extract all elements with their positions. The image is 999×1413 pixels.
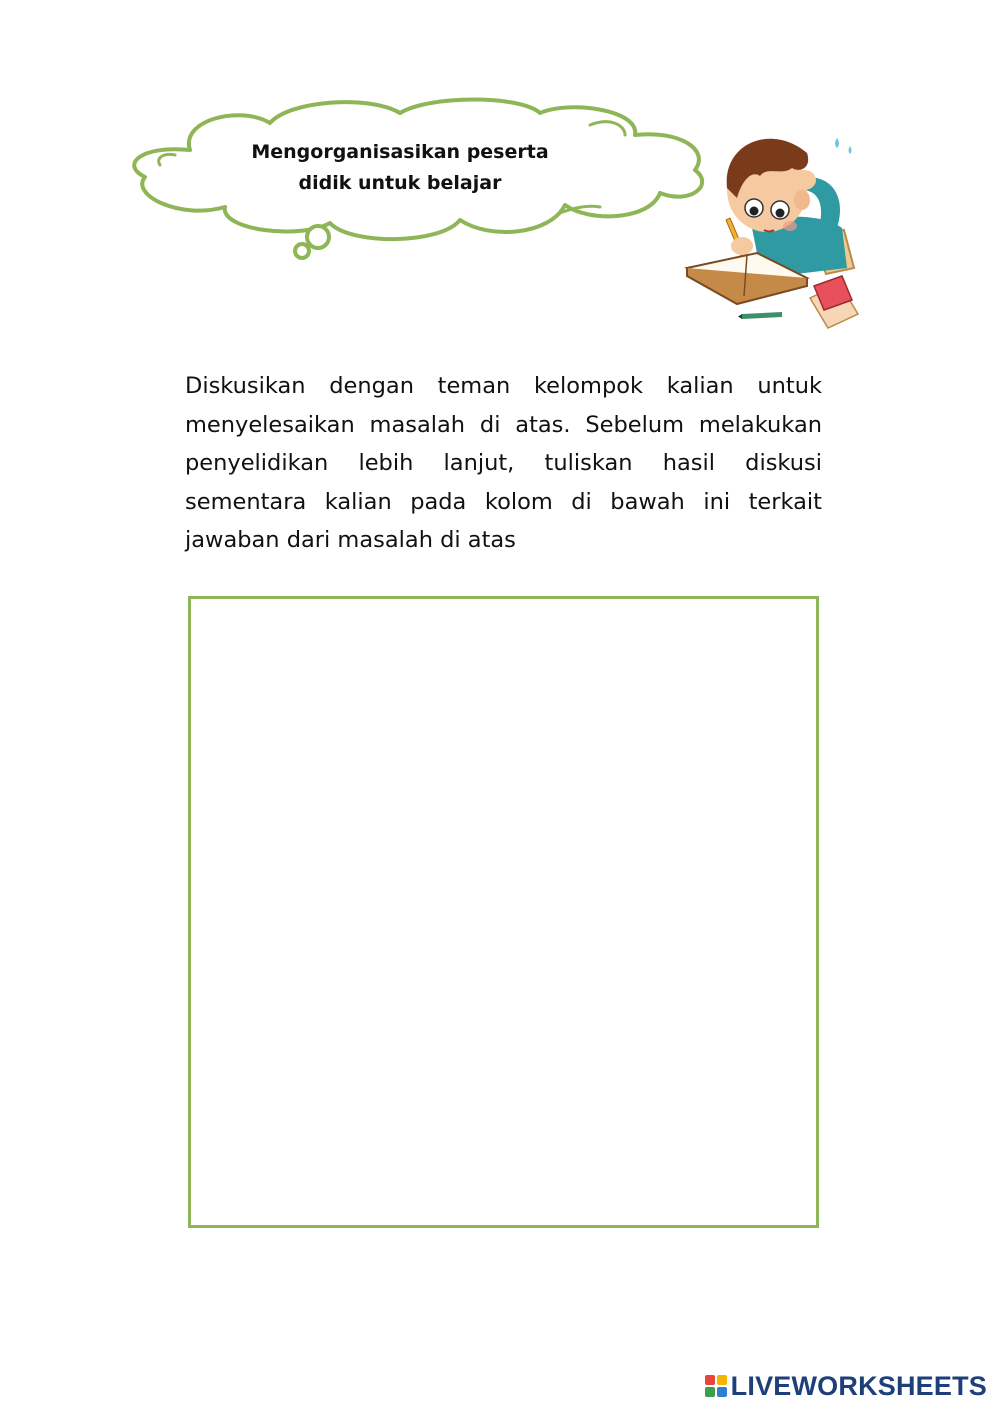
answer-box[interactable] [188,596,819,1228]
cloud-title-line-1: Mengorganisasikan peserta [251,141,549,163]
cloud-title [215,137,585,199]
thought-cloud [120,95,720,270]
liveworksheets-logo [705,1371,987,1401]
instructions-text: Diskusikan dengan teman kelompok kalian untuk menyelesaikan masalah di atas. Sebelum melakukan penyelidikan lebih lanjut, tuliskan hasil diskusi sementara kalian pada kolom di bawah ini terkait jawaban dari masalah di atas [185,373,822,553]
cloud-title-line-2: didik untuk belajar [298,172,502,194]
liveworksheets-brand-text: LIVEWORKSHEETS [730,1370,987,1401]
studying-boy-icon [682,118,882,333]
liveworksheets-logo-icon [705,1375,727,1397]
